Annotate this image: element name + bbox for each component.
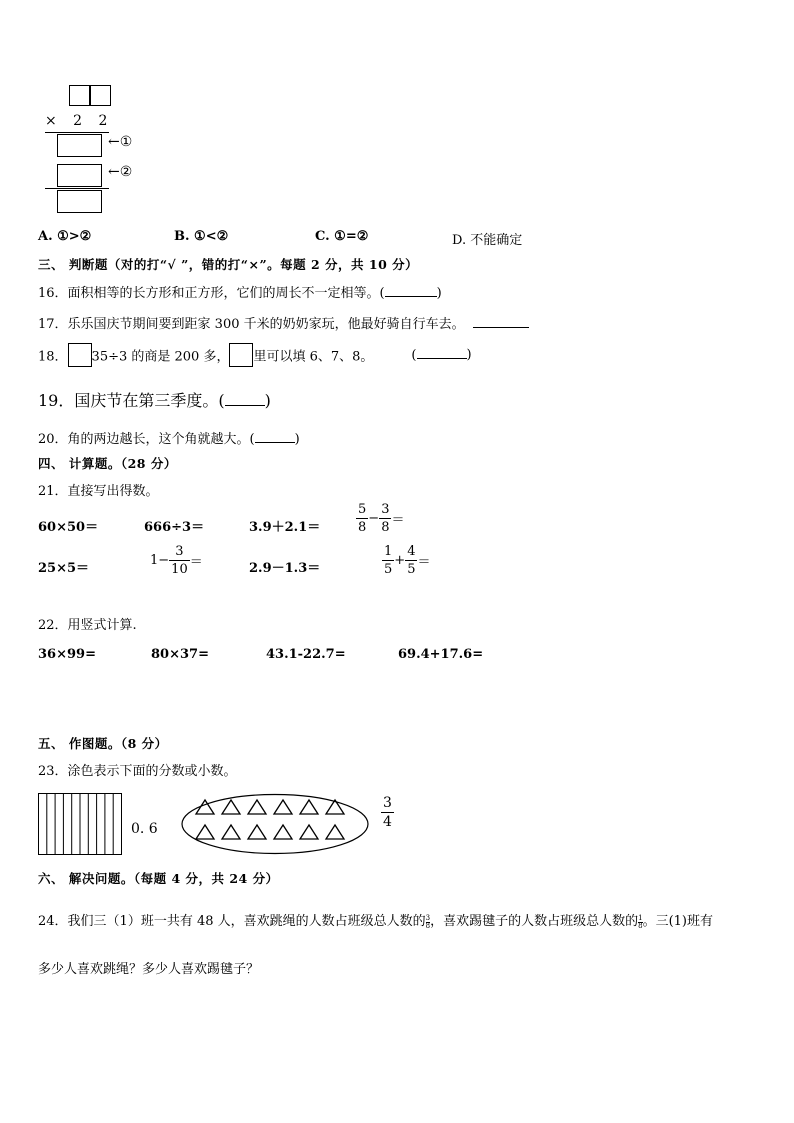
q20-text: 20．角的两边越长，这个角就越大。( [38, 432, 255, 447]
question-22-title: 22．用竖式计算. [38, 618, 137, 633]
vertical-calc-4: 69.4+17.6= [398, 647, 484, 662]
equals: ＝ [417, 555, 431, 570]
question-20 [38, 428, 300, 447]
numerator: 3 [175, 544, 184, 559]
q18-answer-blank[interactable] [417, 358, 467, 359]
digit-box-1 [69, 85, 90, 106]
question-19 [38, 388, 271, 411]
question-21-title: 21．直接写出得数。 [38, 484, 159, 499]
q18-box-1[interactable] [68, 343, 92, 367]
denominator: 8 [358, 520, 367, 535]
numerator: 4 [407, 544, 416, 559]
fraction [379, 503, 391, 534]
q18-box-2[interactable] [229, 343, 253, 367]
calc-r1-c2: 666÷3＝ [144, 520, 205, 535]
numerator: 1 [384, 544, 393, 559]
operator: + [394, 553, 406, 568]
option-a: A. ①>② [38, 229, 92, 244]
decimal-label: 0. 6 [131, 821, 158, 837]
section-6-title: 六、 解决问题。（每题 4 分，共 24 分） [38, 871, 279, 886]
question-24-line-1 [38, 910, 713, 930]
fraction [356, 503, 368, 534]
equals: ＝ [189, 555, 203, 570]
denominator: 8 [381, 520, 390, 535]
equals: ＝ [391, 513, 405, 528]
denominator: 8 [425, 921, 431, 930]
denominator: 4 [383, 814, 392, 830]
calc-r2-c4 [382, 545, 430, 576]
numerator: 3 [383, 795, 392, 811]
fraction [405, 545, 417, 576]
numerator: 3 [425, 913, 431, 922]
one-minus: 1− [150, 553, 170, 568]
multiplier: × 2 2 [45, 113, 114, 129]
fraction [382, 545, 394, 576]
question-18 [38, 343, 472, 367]
denominator: 10 [171, 562, 188, 577]
q20-close: ) [294, 432, 300, 447]
operator: − [368, 511, 380, 526]
q20-answer-blank[interactable] [255, 442, 295, 443]
question-24-line-2: 多少人喜欢跳绳？多少人喜欢踢毽子？ [38, 962, 260, 977]
numerator: 1 [638, 913, 643, 922]
q24-part2: ，喜欢踢毽子的人数占班级总人数的 [430, 914, 639, 929]
option-c: C. ①=② [315, 229, 369, 244]
q18-mid: 35÷3 的商是 200 多， [91, 349, 230, 365]
fraction-label [381, 796, 394, 829]
calc-r2-c1: 25×5＝ [38, 561, 90, 576]
fraction [381, 796, 394, 829]
label-2: ←② [108, 164, 133, 180]
q19-close: ) [264, 391, 271, 410]
denominator: 8 [638, 921, 643, 930]
q18-close: ) [466, 347, 472, 363]
triangles-oval-figure [180, 793, 370, 855]
q19-answer-blank[interactable] [225, 405, 265, 406]
section-5-title: 五、 作图题。（8 分） [38, 736, 168, 751]
calc-r2-c3: 2.9－1.3＝ [249, 561, 321, 576]
vertical-calc-1: 36×99= [38, 647, 96, 662]
q19-text: 19．国庆节在第三季度。( [38, 391, 225, 410]
q24-part3: 。三(1)班有 [642, 914, 713, 929]
q16-close: ) [436, 286, 442, 301]
rule-line-2 [45, 188, 109, 189]
q18-num: 18． [38, 349, 68, 365]
partial-product-box-1 [57, 134, 102, 157]
partial-product-box-2 [57, 164, 102, 187]
q16-text: 16．面积相等的长方形和正方形，它们的周长不一定相等。( [38, 286, 385, 301]
section-4-title: 四、 计算题。（28 分） [38, 456, 177, 471]
question-23-title: 23．涂色表示下面的分数或小数。 [38, 764, 237, 779]
calc-r1-c4 [356, 503, 404, 534]
vertical-calc-2: 80×37= [151, 647, 209, 662]
q17-text: 17．乐乐国庆节期间要到距家 300 千米的奶奶家玩，他最好骑自行车去。 [38, 317, 465, 332]
denominator: 5 [384, 562, 393, 577]
option-d: D. 不能确定 [452, 233, 523, 248]
label-1: ←① [108, 134, 133, 150]
section-3-title: 三、 判断题（对的打“√ ”，错的打“×”。每题 2 分，共 10 分） [38, 257, 419, 272]
result-box [57, 190, 102, 213]
digit-box-2 [90, 85, 111, 106]
denominator: 5 [407, 562, 416, 577]
q18-open: ( [411, 347, 417, 363]
numerator: 3 [381, 502, 390, 517]
fraction [169, 545, 190, 576]
numerator: 5 [358, 502, 367, 517]
calc-r1-c3: 3.9＋2.1＝ [249, 520, 321, 535]
question-17 [38, 313, 529, 332]
q16-answer-blank[interactable] [385, 296, 437, 297]
calc-r1-c1: 60×50＝ [38, 520, 99, 535]
question-16 [38, 282, 442, 301]
q17-answer-blank[interactable] [473, 327, 529, 328]
q24-part1: 24．我们三（1）班一共有 48 人，喜欢跳绳的人数占班级总人数的 [38, 914, 426, 929]
vertical-calc-3: 43.1-22.7= [266, 647, 346, 662]
striped-rectangle-figure [38, 793, 122, 855]
option-b: B. ①<② [174, 229, 229, 244]
q18-tail: 里可以填 6、7、8。 [253, 349, 374, 365]
calc-r2-c2 [150, 545, 203, 576]
rule-line-1 [45, 132, 109, 133]
